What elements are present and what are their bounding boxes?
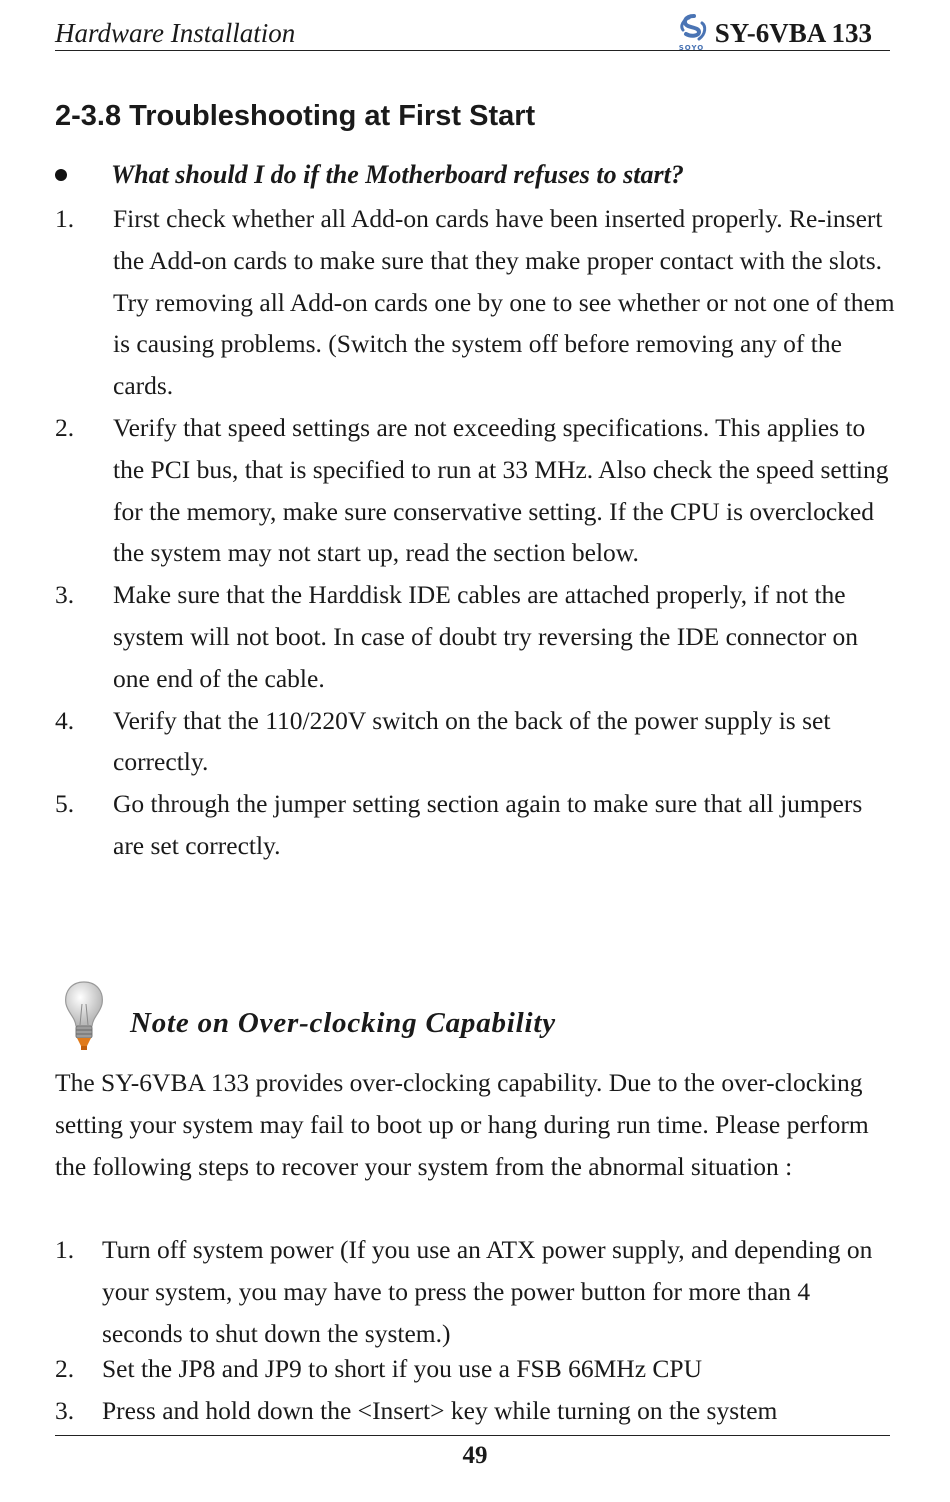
step-text: Go through the jumper setting section again to make sure that all jumpers are set correctly. [113,789,863,860]
step-number: 4. [55,705,75,735]
step-number: 1. [55,1235,75,1264]
header-section-name: Hardware Installation [55,18,296,48]
list-item [55,1390,895,1432]
step-text: Verify that speed settings are not exceeding specifications. This applies to the PCI bus, that is specified to run at 33 MHz. Also check the speed setting for the memory, make sure conservative setting. If the CPU is overclocked the system may not start up, read the section below. [113,412,889,568]
list-item [55,198,895,407]
note-title: Note on Over-clocking Capability [130,1007,556,1039]
step-number: 3. [55,580,75,610]
recovery-steps [55,1229,895,1432]
troubleshooting-steps [55,198,895,867]
lightbulb-icon [61,980,107,1057]
list-item [55,1348,895,1390]
page-header [55,8,890,51]
step-text: Verify that the 110/220V switch on the back of the power supply is set correctly. [113,705,831,777]
step-text: Set the JP8 and JP9 to short if you use a FSB 66MHz CPU [102,1354,702,1384]
step-number: 1. [55,204,75,233]
step-number: 2. [55,412,75,442]
header-brand [677,14,872,50]
step-number: 3. [55,1396,75,1426]
list-item [55,407,895,574]
step-number: 2. [55,1354,75,1384]
step-text: First check whether all Add-on cards have been inserted properly. Re-insert the Add-on cards to make sure that they make proper contact with the slots. Try removing all Add-on cards one by one to see whether or not one of them is causing problems. (Switch the system off before removing any of the cards. [113,204,895,401]
step-text: Press and hold down the <Insert> key while turning on the system [102,1396,778,1426]
note-paragraph: The SY-6VBA 133 provides over-clocking capability. Due to the over-clocking setting your system may fail to boot up or hang during run time. Please perform the following steps to recover your system from the abnormal situation : [55,1068,869,1181]
list-item [55,700,895,784]
step-number: 5. [55,789,75,819]
page-number: 49 [462,1442,488,1469]
note-heading [55,980,815,1052]
soyo-logo-icon [677,14,711,54]
section-title: 2-3.8 Troubleshooting at First Start [55,100,536,132]
footer-divider [55,1435,890,1436]
step-text: Make sure that the Harddisk IDE cables are attached properly, if not the system will not boot. In case of doubt try reversing the IDE connector on one end of the cable. [113,580,858,693]
list-item [55,783,895,867]
bullet-icon [55,169,67,181]
step-text: Turn off system power (If you use an ATX power supply, and depending on your system, you may have to press the power button for more than 4 seconds to shut down the system.) [102,1235,873,1348]
list-item [55,574,895,699]
question-text: What should I do if the Motherboard refuses to start? [111,160,684,189]
logo-text: SOYO [678,44,705,52]
model-name: SY-6VBA 133 [714,18,872,48]
list-item [55,1229,895,1354]
